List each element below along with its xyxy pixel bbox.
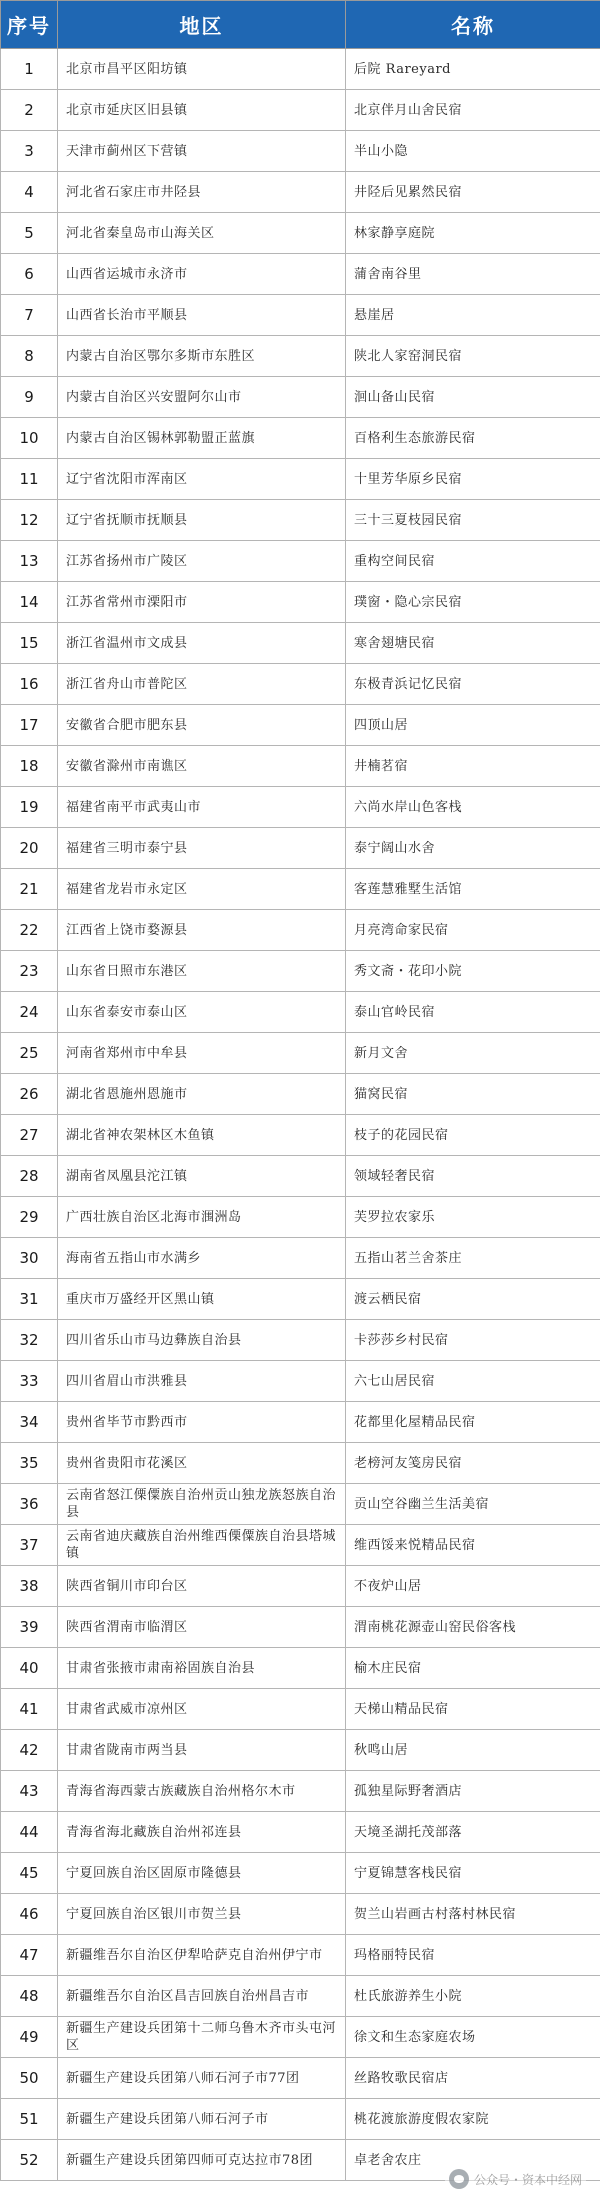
row-index: 10: [1, 418, 58, 459]
table-row: [1, 1156, 600, 1197]
row-name: 四顶山居: [346, 705, 600, 746]
row-name: 渡云栖民宿: [346, 1279, 600, 1320]
row-name: 玛格丽特民宿: [346, 1935, 600, 1976]
row-region: 陕西省铜川市印台区: [58, 1566, 346, 1607]
table-row: [1, 1074, 600, 1115]
row-index: 14: [1, 582, 58, 623]
row-name: 井楠茗宿: [346, 746, 600, 787]
row-region: 云南省怒江傈僳族自治州贡山独龙族怒族自治县: [58, 1484, 346, 1525]
row-index: 22: [1, 910, 58, 951]
table-row: [1, 746, 600, 787]
row-name: 十里芳华原乡民宿: [346, 459, 600, 500]
row-name: 半山小隐: [346, 131, 600, 172]
table-row: [1, 1279, 600, 1320]
row-region: 青海省海西蒙古族藏族自治州格尔木市: [58, 1771, 346, 1812]
row-region: 四川省乐山市马边彝族自治县: [58, 1320, 346, 1361]
row-index: 19: [1, 787, 58, 828]
row-index: 5: [1, 213, 58, 254]
row-name: 徐文和生态家庭农场: [346, 2017, 600, 2058]
watermark: [445, 2167, 586, 2191]
row-region: 甘肃省武威市凉州区: [58, 1689, 346, 1730]
row-index: 1: [1, 49, 58, 90]
table-row: [1, 1525, 600, 1566]
row-region: 重庆市万盛经开区黑山镇: [58, 1279, 346, 1320]
row-name: 不夜炉山居: [346, 1566, 600, 1607]
row-index: 12: [1, 500, 58, 541]
row-index: 31: [1, 1279, 58, 1320]
table-row: [1, 1320, 600, 1361]
table-row: [1, 705, 600, 746]
row-region: 山东省泰安市泰山区: [58, 992, 346, 1033]
row-name: 宁夏锦慧客栈民宿: [346, 1853, 600, 1894]
row-index: 20: [1, 828, 58, 869]
row-region: 贵州省贵阳市花溪区: [58, 1443, 346, 1484]
row-index: 7: [1, 295, 58, 336]
table-row: [1, 90, 600, 131]
row-name: 渭南桃花源壶山窑民俗客栈: [346, 1607, 600, 1648]
row-region: 福建省龙岩市永定区: [58, 869, 346, 910]
row-region: 湖南省凤凰县沱江镇: [58, 1156, 346, 1197]
row-index: 24: [1, 992, 58, 1033]
row-name: 花都里化屋精品民宿: [346, 1402, 600, 1443]
table-row: [1, 910, 600, 951]
row-name: 贡山空谷幽兰生活美宿: [346, 1484, 600, 1525]
table-row: [1, 172, 600, 213]
table-row: [1, 1853, 600, 1894]
row-index: 42: [1, 1730, 58, 1771]
row-region: 内蒙古自治区兴安盟阿尔山市: [58, 377, 346, 418]
table-row: [1, 541, 600, 582]
table-row: [1, 1361, 600, 1402]
row-name: 卡莎莎乡村民宿: [346, 1320, 600, 1361]
row-region: 新疆生产建设兵团第八师石河子市: [58, 2099, 346, 2140]
table-row: [1, 1033, 600, 1074]
row-region: 宁夏回族自治区银川市贺兰县: [58, 1894, 346, 1935]
row-index: 17: [1, 705, 58, 746]
row-region: 海南省五指山市水满乡: [58, 1238, 346, 1279]
row-name: 猫窝民宿: [346, 1074, 600, 1115]
row-name: 桃花渡旅游度假农家院: [346, 2099, 600, 2140]
row-name: 百格利生态旅游民宿: [346, 418, 600, 459]
row-name: 悬崖居: [346, 295, 600, 336]
table-row: [1, 1689, 600, 1730]
row-index: 40: [1, 1648, 58, 1689]
row-index: 23: [1, 951, 58, 992]
table-row: [1, 1771, 600, 1812]
row-region: 江苏省扬州市广陵区: [58, 541, 346, 582]
row-name: 枝子的花园民宿: [346, 1115, 600, 1156]
row-name: 林家静享庭院: [346, 213, 600, 254]
row-name: 月亮湾命家民宿: [346, 910, 600, 951]
row-index: 26: [1, 1074, 58, 1115]
row-name: 老榜河友笺房民宿: [346, 1443, 600, 1484]
row-index: 13: [1, 541, 58, 582]
table-row: [1, 254, 600, 295]
row-region: 宁夏回族自治区固原市隆德县: [58, 1853, 346, 1894]
table-row: [1, 1812, 600, 1853]
row-index: 35: [1, 1443, 58, 1484]
row-index: 52: [1, 2140, 58, 2181]
row-name: 榆木庄民宿: [346, 1648, 600, 1689]
row-region: 天津市蓟州区下营镇: [58, 131, 346, 172]
row-name: 蒲舍南谷里: [346, 254, 600, 295]
row-index: 48: [1, 1976, 58, 2017]
table-row: [1, 2099, 600, 2140]
table-row: [1, 213, 600, 254]
table-row: [1, 500, 600, 541]
row-region: 福建省三明市泰宁县: [58, 828, 346, 869]
watermark-text: 公众号・资本中经网: [473, 2172, 582, 2187]
row-region: 四川省眉山市洪雅县: [58, 1361, 346, 1402]
table-row: [1, 1607, 600, 1648]
row-region: 贵州省毕节市黔西市: [58, 1402, 346, 1443]
row-index: 29: [1, 1197, 58, 1238]
row-index: 50: [1, 2058, 58, 2099]
row-name: 寒舍翅塘民宿: [346, 623, 600, 664]
row-region: 山东省日照市东港区: [58, 951, 346, 992]
table-row: [1, 787, 600, 828]
row-name: 陕北人家窑洞民宿: [346, 336, 600, 377]
row-region: 云南省迪庆藏族自治州维西傈僳族自治县塔城镇: [58, 1525, 346, 1566]
row-name: 芙罗拉农家乐: [346, 1197, 600, 1238]
table-row: [1, 1976, 600, 2017]
row-region: 甘肃省陇南市两当县: [58, 1730, 346, 1771]
row-index: 9: [1, 377, 58, 418]
row-region: 辽宁省抚顺市抚顺县: [58, 500, 346, 541]
row-region: 河北省秦皇岛市山海关区: [58, 213, 346, 254]
header-index: 序号: [1, 1, 58, 49]
table-row: [1, 582, 600, 623]
table-row: [1, 1443, 600, 1484]
row-region: 福建省南平市武夷山市: [58, 787, 346, 828]
table-row: [1, 377, 600, 418]
header-name: 名称: [346, 1, 600, 49]
row-index: 43: [1, 1771, 58, 1812]
row-name: 六尚水岸山色客栈: [346, 787, 600, 828]
table-row: [1, 1935, 600, 1976]
row-index: 21: [1, 869, 58, 910]
row-index: 32: [1, 1320, 58, 1361]
row-index: 30: [1, 1238, 58, 1279]
table-row: [1, 336, 600, 377]
row-region: 河南省郑州市中牟县: [58, 1033, 346, 1074]
table-row: [1, 2017, 600, 2058]
row-index: 27: [1, 1115, 58, 1156]
row-region: 北京市昌平区阳坊镇: [58, 49, 346, 90]
row-name: 璞窗・隐心宗民宿: [346, 582, 600, 623]
table-row: [1, 1238, 600, 1279]
row-index: 44: [1, 1812, 58, 1853]
row-name: 秋鸣山居: [346, 1730, 600, 1771]
row-index: 41: [1, 1689, 58, 1730]
row-index: 39: [1, 1607, 58, 1648]
row-index: 18: [1, 746, 58, 787]
row-name: 泰宁阔山水舍: [346, 828, 600, 869]
row-region: 新疆维吾尔自治区伊犁哈萨克自治州伊宁市: [58, 1935, 346, 1976]
row-index: 6: [1, 254, 58, 295]
row-index: 8: [1, 336, 58, 377]
table-row: [1, 1402, 600, 1443]
row-name: 后院 Rareyard: [346, 49, 600, 90]
row-name: 北京伴月山舍民宿: [346, 90, 600, 131]
table-row: [1, 664, 600, 705]
row-region: 广西壮族自治区北海市涠洲岛: [58, 1197, 346, 1238]
row-index: 4: [1, 172, 58, 213]
row-index: 11: [1, 459, 58, 500]
row-region: 新疆维吾尔自治区昌吉回族自治州昌吉市: [58, 1976, 346, 2017]
row-index: 15: [1, 623, 58, 664]
row-region: 浙江省温州市文成县: [58, 623, 346, 664]
row-name: 杜氏旅游养生小院: [346, 1976, 600, 2017]
table-row: [1, 2058, 600, 2099]
row-index: 51: [1, 2099, 58, 2140]
table-row: [1, 828, 600, 869]
table-row: [1, 869, 600, 910]
table-row: [1, 1566, 600, 1607]
row-name: 卓老舍农庄: [346, 2140, 600, 2181]
row-name: 孤独星际野奢酒店: [346, 1771, 600, 1812]
table-row: [1, 1648, 600, 1689]
row-index: 46: [1, 1894, 58, 1935]
row-region: 北京市延庆区旧县镇: [58, 90, 346, 131]
row-region: 湖北省恩施州恩施市: [58, 1074, 346, 1115]
row-name: 维西馁来悦精品民宿: [346, 1525, 600, 1566]
row-index: 45: [1, 1853, 58, 1894]
row-name: 天境圣湖托茂部落: [346, 1812, 600, 1853]
row-index: 47: [1, 1935, 58, 1976]
row-name: 三十三夏枝园民宿: [346, 500, 600, 541]
row-region: 安徽省滁州市南谯区: [58, 746, 346, 787]
row-index: 49: [1, 2017, 58, 2058]
table-row: [1, 1894, 600, 1935]
row-region: 江苏省常州市溧阳市: [58, 582, 346, 623]
row-region: 新疆生产建设兵团第四师可克达拉市78团: [58, 2140, 346, 2181]
row-index: 2: [1, 90, 58, 131]
row-region: 浙江省舟山市普陀区: [58, 664, 346, 705]
table-body: [1, 49, 600, 2181]
row-index: 37: [1, 1525, 58, 1566]
row-region: 湖北省神农架林区木鱼镇: [58, 1115, 346, 1156]
row-index: 3: [1, 131, 58, 172]
table-row: [1, 418, 600, 459]
row-region: 新疆生产建设兵团第十二师乌鲁木齐市头屯河区: [58, 2017, 346, 2058]
row-index: 33: [1, 1361, 58, 1402]
table-row: [1, 49, 600, 90]
table-row: [1, 459, 600, 500]
row-name: 贺兰山岩画古村落村林民宿: [346, 1894, 600, 1935]
row-region: 辽宁省沈阳市浑南区: [58, 459, 346, 500]
row-name: 泰山官岭民宿: [346, 992, 600, 1033]
wechat-icon: [449, 2169, 469, 2189]
row-index: 38: [1, 1566, 58, 1607]
row-index: 28: [1, 1156, 58, 1197]
header-region: 地区: [58, 1, 346, 49]
table-row: [1, 295, 600, 336]
row-index: 36: [1, 1484, 58, 1525]
row-region: 甘肃省张掖市肃南裕固族自治县: [58, 1648, 346, 1689]
row-region: 安徽省合肥市肥东县: [58, 705, 346, 746]
table-row: [1, 1730, 600, 1771]
row-name: 重构空间民宿: [346, 541, 600, 582]
row-index: 25: [1, 1033, 58, 1074]
table-row: [1, 1115, 600, 1156]
table-row: [1, 951, 600, 992]
row-name: 秀文斋・花印小院: [346, 951, 600, 992]
table-row: [1, 131, 600, 172]
row-name: 六七山居民宿: [346, 1361, 600, 1402]
row-region: 河北省石家庄市井陉县: [58, 172, 346, 213]
row-name: 客莲慧雅墅生活馆: [346, 869, 600, 910]
row-name: 井陉后见累然民宿: [346, 172, 600, 213]
row-region: 山西省长治市平顺县: [58, 295, 346, 336]
row-name: 五指山茗兰舍茶庄: [346, 1238, 600, 1279]
row-region: 山西省运城市永济市: [58, 254, 346, 295]
row-region: 陕西省渭南市临渭区: [58, 1607, 346, 1648]
table-row: [1, 1484, 600, 1525]
row-region: 江西省上饶市婺源县: [58, 910, 346, 951]
table-row: [1, 1197, 600, 1238]
table-row: [1, 992, 600, 1033]
row-name: 领域轻奢民宿: [346, 1156, 600, 1197]
row-name: 洄山备山民宿: [346, 377, 600, 418]
row-index: 16: [1, 664, 58, 705]
row-name: 东极青浜记忆民宿: [346, 664, 600, 705]
row-region: 新疆生产建设兵团第八师石河子市77团: [58, 2058, 346, 2099]
row-region: 青海省海北藏族自治州祁连县: [58, 1812, 346, 1853]
table-header: [1, 1, 600, 49]
table-row: [1, 623, 600, 664]
row-region: 内蒙古自治区锡林郭勒盟正蓝旗: [58, 418, 346, 459]
row-name: 天梯山精品民宿: [346, 1689, 600, 1730]
header-row: [1, 1, 600, 49]
row-region: 内蒙古自治区鄂尔多斯市东胜区: [58, 336, 346, 377]
row-name: 丝路牧歌民宿店: [346, 2058, 600, 2099]
row-index: 34: [1, 1402, 58, 1443]
row-name: 新月文舍: [346, 1033, 600, 1074]
